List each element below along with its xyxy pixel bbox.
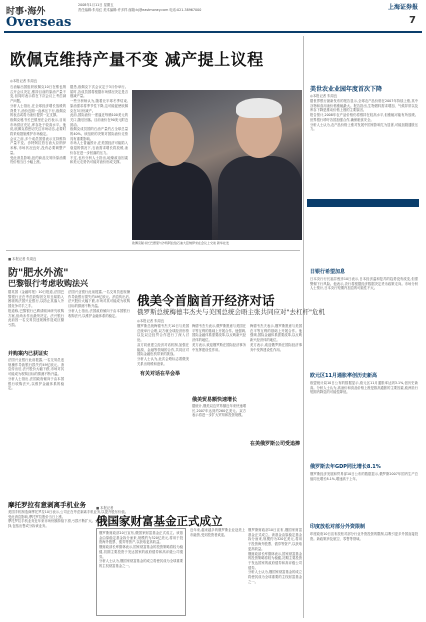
- main-col-1: 石油输出国组织欧佩克10日在维也纳召开会议决定,维持目前的原油产量不变,但同时表示将在下次会议上考虑减产问题。 分析人士指出,在全球经济增长放缓的背景下,油价近期一直承压下行,欧佩克的表态或将为油价提供一定支撑。 欧佩克秘书长巴德里在会后表示,目前市场供应充足,库存处于较高水平。他说,欧佩克将密切关注市场动态,必要时将采取措施维护市场稳定。 会议之前,多个成员国曾表示支持维持产量不变。沙特阿拉伯石油大臣纳伊米称,市场状况良好,没有必要调整产量。 受此消息影响,纽约商品交易所原油期货价格当日小幅上涨。: [10, 85, 66, 165]
- sidebar-item-title: 印度放松对部分外资限制: [310, 524, 366, 530]
- center-section-2: 俄美贸易额快速增长: [192, 397, 238, 403]
- lower-left-headline: 防"肥水外流": [8, 268, 69, 279]
- section-title: Overseas: [6, 15, 72, 30]
- center-col-3: 梅德韦杰夫表示,俄罗斯愿意与美国在平等互利的基础上开展合作。他强调,国际金融体系需要改革,以反映新兴经济体的地位。 美方表示,欢迎俄罗斯在国际经济事务中发挥建设性作用。: [250, 324, 302, 352]
- person-right-suit: [218, 156, 302, 240]
- sidebar-byline: ◎本报记者 朱周良: [310, 94, 338, 98]
- photo-caption: 欧佩克秘书长巴德里与沙特阿拉伯石油大臣纳伊米在会议上交谈 新华社发: [132, 241, 229, 245]
- person-left-face: [150, 112, 194, 166]
- lower-left-headline-2: 摩托罗拉有意剥离手机业务: [8, 501, 86, 509]
- lower-body: 俄罗斯财政部10日宣布,俄国家财富基金正式成立。该基金由原稳定基金拆分而来,规模约为320亿美元,将用于投资海外股票、债券等资产,以获取更高收益。 俄财政部长库德林表示,国家财富基金的投资策略将较为稳健,初期主要投资于发达国家的政府债券和高评级公司债券。 分析人士认为,俄国家财富基金的成立将使其成为全球重要的主权财富基金之一。: [99, 531, 183, 568]
- page-number: 7: [409, 15, 416, 26]
- lower-left-tag: ■ 本报记者 朱周良: [8, 257, 37, 261]
- news-photo: [132, 90, 302, 240]
- person-left-suit: [132, 162, 212, 240]
- paper-section-name: 时事·海外: [6, 7, 46, 17]
- main-headline: 欧佩克维持产量不变 减产提上议程: [10, 50, 264, 69]
- sidebar-section-label: 环球财经: [310, 210, 331, 216]
- center-col-2: 梅德韦杰夫表示,俄罗斯愿意与美国在平等互利的基础上开展合作。他强调,国际金融体系需要改革,以反映新兴经济体的地位。 美方表示,欢迎俄罗斯在国际经济事务中发挥建设性作用。: [192, 324, 246, 352]
- lower-col-3: 俄罗斯财政部10日宣布,俄国家财富基金正式成立。该基金由原稳定基金拆分而来,规模约为320亿美元,将用于投资海外股票、债券等资产,以获取更高收益。 俄财政部长库德林表示,国家财富基金的投资策略将较为稳健,初期主要投资于发达国家的政府债券和高评级公司债券。 分析人士认为,俄国家财富基金的成立将使其成为全球重要的主权财富基金之一。: [248, 528, 302, 584]
- sidebar-divider: [303, 36, 304, 618]
- sidebar-section-bar: [307, 199, 419, 216]
- lower-col-2: 近年来,越来越多的俄罗斯企业赴美上市融资,受到投资者欢迎。: [190, 528, 245, 537]
- lower-left-body: 据英国《金融时报》10日报道,法国巴黎银行正在考虑收购因交易丑闻陷入困境的法国兴业银行,以防止其落入外国竞争对手之手。 报道称,巴黎银行已聘请顾问研究收购方案,但尚未作出最终决定。法兴银行此前因一名交易员违规操作造成巨额亏损。: [8, 290, 64, 327]
- sidebar-body: 据世界银行最新发布的报告显示,全球农产品价格在2007年持续上涨,其中谷物和食用油价格涨幅最大。报告指出,生物燃料需求增加、气候异常以及库存下降是推动价格上涨的主要原因。 报告预计,2008年农产品价格仍将维持在较高水平,但涨幅可能有所放缓。世界银行呼吁各国加强合作,确保粮食安全。 分析人士认为,农产品价格上涨对发展中国家影响尤为显著,可能加剧通胀压力。: [310, 99, 418, 132]
- lower-headline: 俄国家财富基金正式成立: [96, 514, 223, 528]
- sidebar-headline: 美世农业业园年度首次下降: [310, 86, 383, 93]
- center-col-1: 俄罗斯总统梅德韦杰夫10日与美国总统举行会晤,双方就全球经济形势以及双边经贸合作进行了深入讨论。 双方同意建立经济对话机制,加强在能源、金融等领域的合作,共同应对国际金融危机带来的挑战。 分析人士认为,此次会晤标志着俄美关系出现缓和迹象。: [137, 324, 189, 366]
- center-headline: 俄美令首脑首开经济对话: [137, 293, 275, 308]
- lower-boxed-text: [96, 528, 186, 616]
- section-rule: [6, 250, 300, 251]
- center-subhead: 俄罗斯总统梅德韦杰夫与美国总统会晤主张共同应对"去杠杆"危机: [137, 308, 325, 316]
- sidebar-item-body: 欧盟统计局10日公布的数据显示,欧元区11月通胀率达到3.1%,创历史新高。分析人士认为,高油价和食品价格上涨是推高通胀的主要因素,欧洲央行短期内降息的可能性降低。: [310, 381, 418, 395]
- sidebar-item-body: 日本央行行长福井俊彦10日表示,日本经济温和复苏的趋势没有改变,但需警惕下行风险。他表示,央行将根据经济数据决定货币政策走向。市场分析人士预计,日本央行短期内加息的可能性不大。: [310, 277, 418, 291]
- sidebar-item-title: 日银行希望加息: [310, 269, 346, 275]
- person-right-hair: [236, 98, 282, 118]
- main-col-2: 据悉,欧佩克下次会议定于3月份举行。届时,各成员国将根据市场情况决定是否削减产量。 一些分析师认为,随着北半球冬季结束,原油需求将季节性下降,这可能促使欧佩克在3月份减产。 此前,国际油价一度逼近每桶100美元的关口,随后回落。目前油价在90美元附近波动。 欧佩克成员国的石油产量约占全球总量的40%。该组织的决策对国际油价走势具有重要影响。 市场人士普遍预计,在美国经济可能陷入衰退的情况下,石油需求增长将放缓,油价存在进一步回落的压力。 不过,也有分析人士指出,地缘政治因素和美元走势仍可能对油价形成支撑。: [70, 85, 128, 165]
- header-rule: [4, 31, 422, 33]
- lower-tag: ■ 本报记者: [96, 506, 114, 510]
- lower-left-subhead: 巴黎银行考虑收购法兴: [8, 278, 88, 288]
- lower-left-body-3: 美国手机制造商摩托罗拉10日表示,公司正在考虑剥离手机业务,以提升股东价值。受此消息影响,摩托罗拉股价当日上涨。 摩托罗拉手机业务近年来市场份额持续下滑,亏损不断扩大。公司表示将评估各种选择,包括出售或分拆该业务。: [8, 510, 128, 529]
- sidebar-item-body: 俄罗斯经济发展和贸易部10日公布的数据显示,俄罗斯2007年国内生产总值同比增长8.1%,增速高于上年。: [310, 472, 418, 481]
- lower-left-col-2: 法国兴业银行此前披露,一名交易员违规操作导致银行损失约49亿欧元。消息传出后,法兴股价大幅下跌,市场对其可能成为收购目标的猜测不断升温。 分析人士指出,法国政府倾向于由本国银行收购法兴,以维护金融体系的稳定。: [68, 290, 130, 318]
- center-section-1: 有关对话在早会举: [140, 371, 181, 377]
- center-section-3: 在美俄罗斯公司受追捧: [250, 441, 301, 447]
- center-col-2b: 据统计,俄美双边贸易额近年来快速增长,2007年达到约260亿美元。双方表示将进一步扩大贸易和投资规模。: [192, 404, 246, 418]
- lower-left-section: 并购案内已获证实: [8, 351, 49, 357]
- sidebar-item-body: 印度政府10日宣布放松对部分行业外资投资的限制,以吸引更多外国直接投资。新政策涉及航空、零售等领域。: [310, 532, 418, 541]
- brand-logo: 上海证券报: [387, 4, 418, 11]
- sidebar-item-title: 俄罗斯去年GDP同比增长8.1%: [310, 464, 381, 470]
- masthead-meta: 2008年1月11日 星期五 责任编辑:朱培红 美术编辑:许多样 邮箱:kj@eastmoney.com 电话:021-38967000: [78, 3, 202, 12]
- main-byline: ◎本报记者 朱周良: [10, 79, 38, 83]
- lower-left-body-2: 法国兴业银行此前披露,一名交易员违规操作导致银行损失约49亿欧元。消息传出后,法兴股价大幅下跌,市场对其可能成为收购目标的猜测不断升温。 分析人士指出,法国政府倾向于由本国银行收购法兴,以维护金融体系的稳定。: [8, 358, 64, 391]
- sidebar-item-title: 欧元区11月通胀率创历史新高: [310, 373, 377, 379]
- center-byline: ◎本报记者 朱周良: [137, 319, 165, 323]
